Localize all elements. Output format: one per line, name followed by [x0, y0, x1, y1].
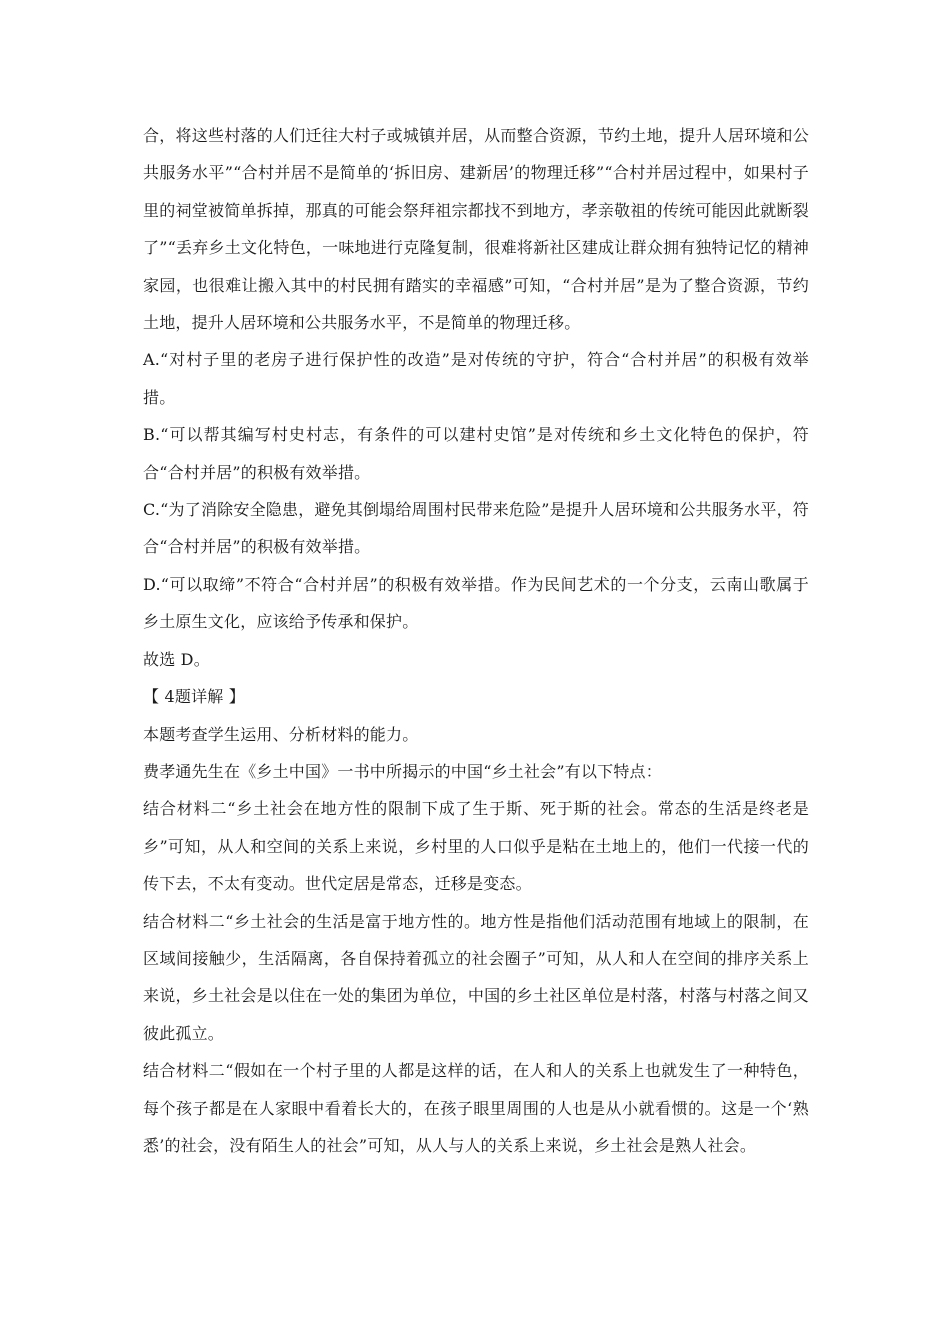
paragraph-analysis-intro: 合，将这些村落的人们迁往大村子或城镇并居，从而整合资源，节约土地，提升人居环境和公共服务水平”“合村并居不是简单的‘拆旧房、建新居’的物理迁移”“合村并居过程中，如果村子里的祠堂被简单拆掉，那真的可能会祭拜祖宗都找不到地方，孝亲敬祖的传统可能因此就断裂了”“丢弃乡土文化特色，一味地进行克隆复制，很难将新社区建成让群众拥有独特记忆的精神家园，也很难让搬入其中的村民拥有踏实的幸福感”可知，“合村并居”是为了整合资源，节约土地，提升人居环境和公共服务水平，不是简单的物理迁移。 — [143, 126, 809, 333]
question-4-heading: 【 4题详解 】 — [143, 687, 245, 707]
feature-acquaintance-society: 结合材料二“假如在一个村子里的人都是这样的话，在人和人的关系上也就发生了一种特色，每个孩子都是在人家眼中看着长大的，在孩子眼里周围的人也是从小就看惯的。这是一个‘熟悉’的社会，没有陌生人的社会”可知，从人与人的关系上来说，乡土社会是熟人社会。 — [143, 1061, 809, 1155]
question-4-focus: 本题考查学生运用、分析材料的能力。 — [143, 724, 419, 744]
option-c-analysis: C.“为了消除安全隐患，避免其倒塌给周围村民带来危险”是提升人居环境和公共服务水平，符合“合村并居”的积极有效举措。 — [143, 500, 809, 557]
option-d-analysis: D.“可以取缔”不符合“合村并居”的积极有效举措。作为民间艺术的一个分支，云南山歌属于乡土原生文化，应该给予传承和保护。 — [143, 574, 809, 632]
answer-choice: 故选 D。 — [143, 649, 210, 669]
question-4-lead: 费孝通先生在《乡土中国》一书中所揭示的中国“乡土社会”有以下特点： — [143, 761, 662, 781]
option-b-analysis: B.“可以帮其编写村史村志，有条件的可以建村史馆”是对传统和乡土文化特色的保护，符合“合村并居”的积极有效举措。 — [143, 425, 809, 482]
option-a-analysis: A.“对村子里的老房子进行保护性的改造”是对传统的守护，符合“合村并居”的积极有效举措。 — [143, 350, 809, 407]
feature-space-relation: 结合材料二“乡土社会在地方性的限制下成了生于斯、死于斯的社会。常态的生活是终老是乡”可知，从人和空间的关系上来说，乡村里的人口似乎是粘在土地上的，他们一代接一代的传下去，不太有变动。世代定居是常态，迁移是变态。 — [143, 799, 809, 894]
answer-explanation — [143, 117, 809, 1164]
feature-locality: 结合材料二“乡土社会的生活是富于地方性的。地方性是指他们活动范围有地域上的限制，在区域间接触少，生活隔离，各自保持着孤立的社会圈子”可知，从人和人在空间的排序关系上来说，乡土社会是以住在一处的集团为单位，中国的乡土社区单位是村落，村落与村落之间又彼此孤立。 — [143, 911, 809, 1043]
